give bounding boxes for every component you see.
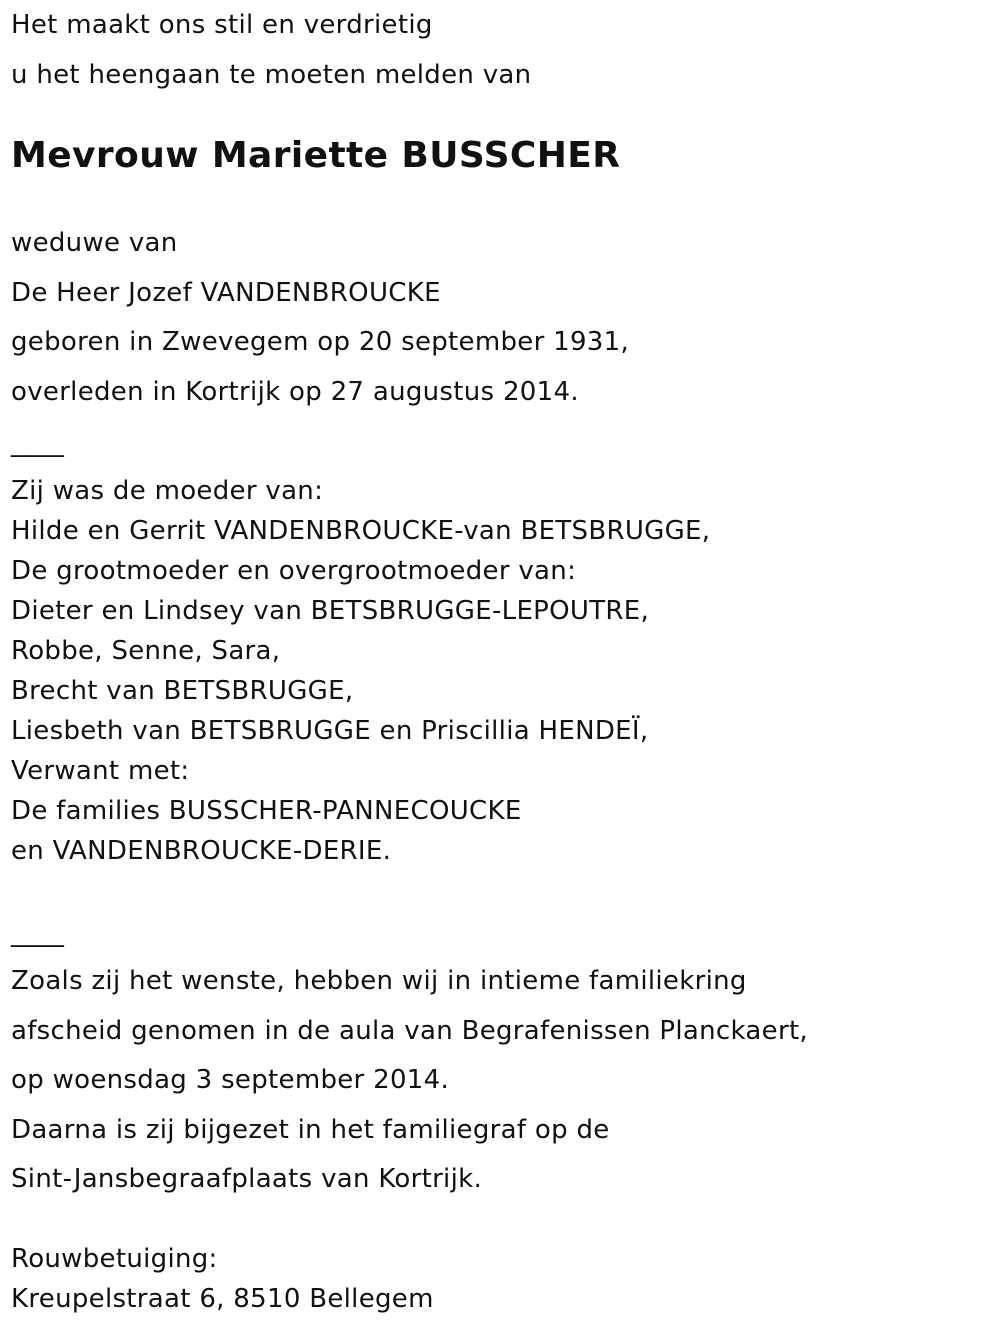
farewell-line-1: Zoals zij het wenste, hebben wij in intieme familiekring <box>11 966 747 996</box>
family-line-8: Verwant met: <box>11 756 190 786</box>
deceased-name: Mevrouw Mariette BUSSCHER <box>11 135 621 176</box>
intro-line-2: u het heengaan te moeten melden van <box>11 60 532 90</box>
condolences-label: Rouwbetuiging: <box>11 1244 218 1274</box>
farewell-line-4: Daarna is zij bijgezet in het familiegraf op de <box>11 1115 610 1145</box>
family-line-4: Dieter en Lindsey van BETSBRUGGE-LEPOUTRE, <box>11 596 650 626</box>
farewell-line-2: afscheid genomen in de aula van Begrafenissen Planckaert, <box>11 1016 808 1046</box>
condolences-address: Kreupelstraat 6, 8510 Bellegem <box>11 1284 434 1314</box>
family-line-5: Robbe, Senne, Sara, <box>11 636 281 666</box>
family-line-7: Liesbeth van BETSBRUGGE en Priscillia HENDEÏ, <box>11 716 649 746</box>
family-line-6: Brecht van BETSBRUGGE, <box>11 676 354 706</box>
detail-died: overleden in Kortrijk op 27 augustus 2014. <box>11 377 579 407</box>
family-line-3: De grootmoeder en overgrootmoeder van: <box>11 556 577 586</box>
detail-born: geboren in Zwevegem op 20 september 1931, <box>11 327 630 357</box>
detail-widow-of: weduwe van <box>11 228 178 258</box>
family-line-1: Zij was de moeder van: <box>11 476 324 506</box>
farewell-line-3: op woensdag 3 september 2014. <box>11 1065 450 1095</box>
detail-spouse: De Heer Jozef VANDENBROUCKE <box>11 278 441 308</box>
farewell-line-5: Sint-Jansbegraafplaats van Kortrijk. <box>11 1164 483 1194</box>
separator-2: ____ <box>11 918 65 948</box>
family-line-9: De families BUSSCHER-PANNECOUCKE <box>11 796 522 826</box>
separator-1: ____ <box>11 428 65 458</box>
intro-line-1: Het maakt ons stil en verdrietig <box>11 10 433 40</box>
family-line-10: en VANDENBROUCKE-DERIE. <box>11 836 392 866</box>
family-line-2: Hilde en Gerrit VANDENBROUCKE-van BETSBRUGGE, <box>11 516 711 546</box>
